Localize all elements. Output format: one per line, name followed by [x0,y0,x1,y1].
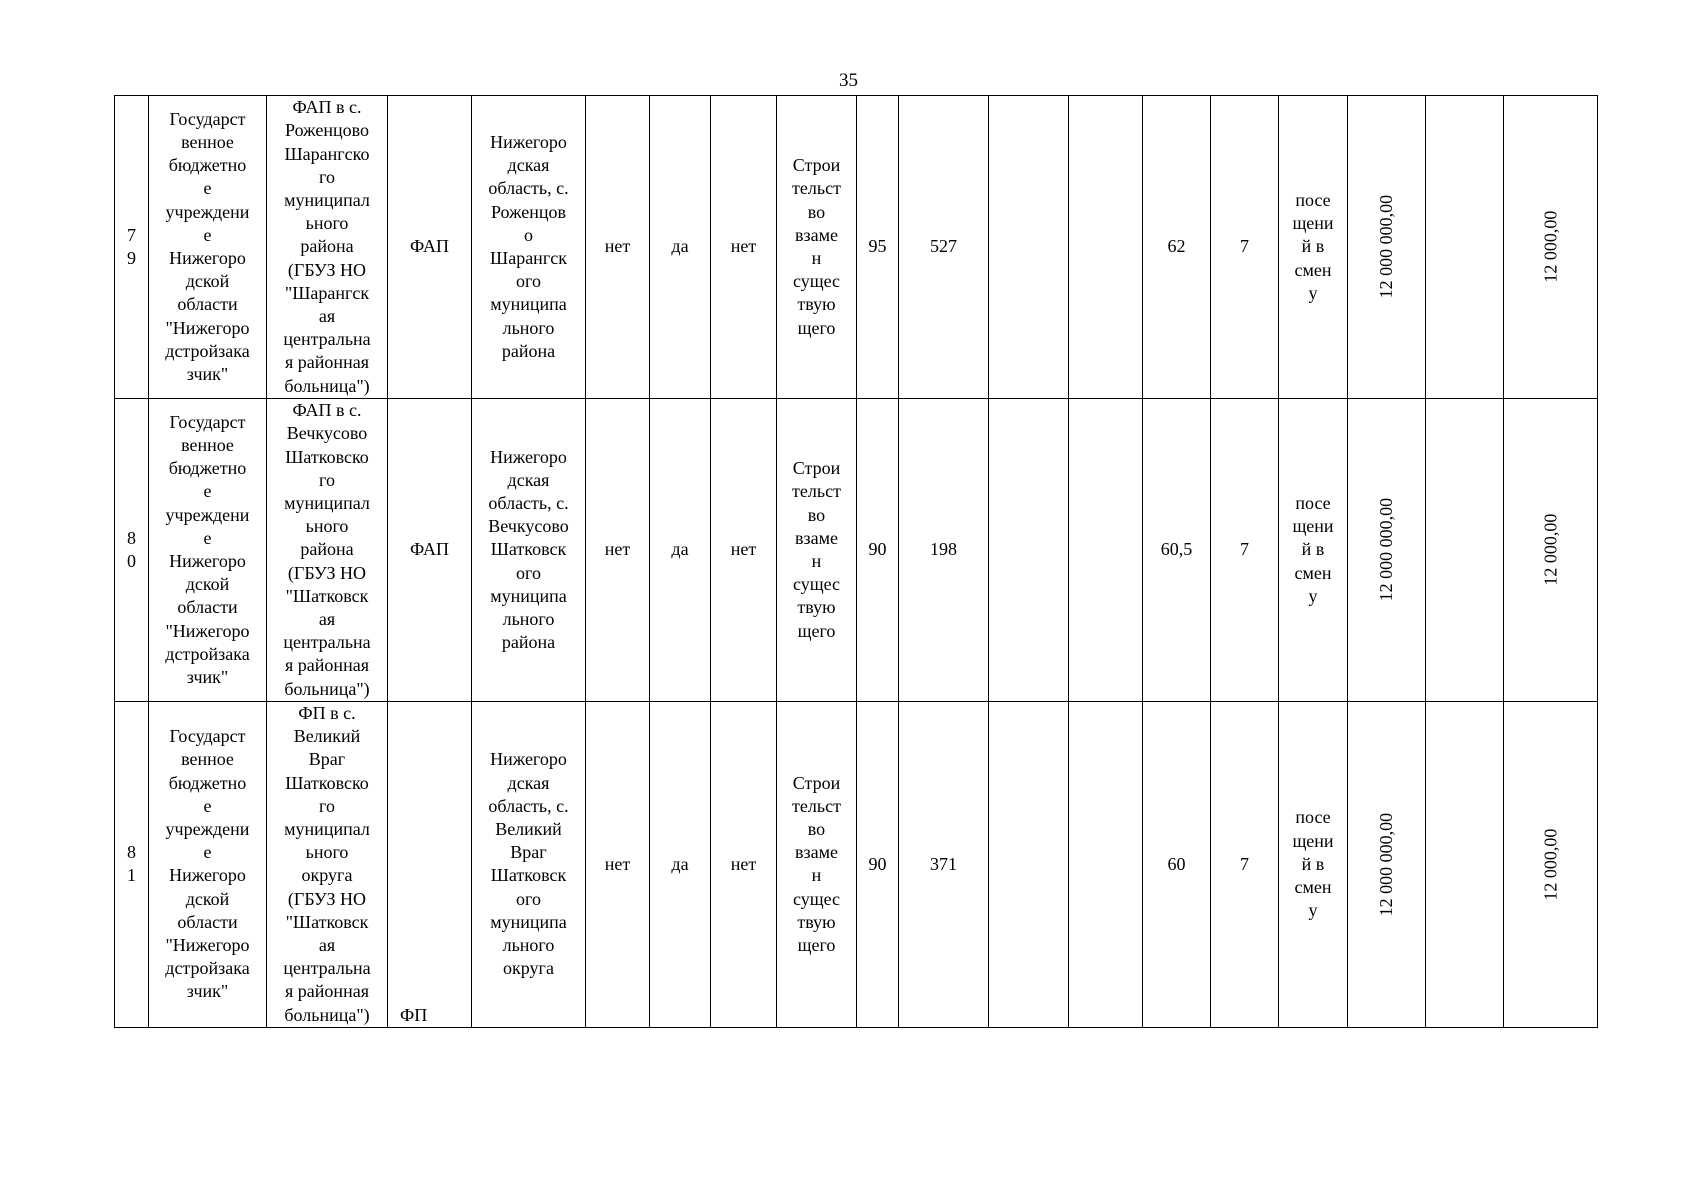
customer-cell [149,702,267,1028]
work-type-cell [777,702,857,1028]
unit-cell [1279,702,1348,1028]
amount2-text: 12 000,00 [1539,513,1560,586]
address-cell [472,399,586,702]
customer-text: Государст венное бюджетно е учреждени е Нижегоро дской области "Нижегоро дстройзака зчик" [165,411,250,688]
value-text: 7 [1240,539,1249,560]
address-cell [472,96,586,399]
object-type-text: ФАП [409,236,450,257]
amount2-text: 12 000,00 [1539,828,1560,901]
row-number: 8 0 [127,527,136,571]
object-name-text: ФАП в с. Роженцово Шарангско го муниципал ьного района (ГБУЗ НО "Шарангск ая центральна я районная больница") [283,97,371,396]
work-type-text: Строи тельст во взаме н сущес твую щего [792,458,841,641]
object-type-cell [388,96,472,399]
amount2-cell [1504,399,1598,702]
object-type-text: ФП [400,1004,428,1025]
empty-cell [1426,96,1504,399]
row-number [115,399,149,702]
value-cell [1211,702,1279,1028]
registry-table [114,95,1598,1028]
empty-cell [1426,702,1504,1028]
value-cell [857,702,899,1028]
object-type-cell [388,702,472,1028]
flag-text: нет [730,539,757,560]
unit-cell [1279,399,1348,702]
amount-cell [1348,399,1426,702]
value-cell [1143,399,1211,702]
value-cell [1143,96,1211,399]
flag-text: нет [604,853,631,874]
value-text: 62 [1167,236,1186,257]
flag-cell [711,702,777,1028]
customer-cell [149,96,267,399]
flag-cell [586,702,650,1028]
address-cell [472,702,586,1028]
object-name-text: ФП в с. Великий Враг Шатковско го муниципал ьного округа (ГБУЗ НО "Шатковск ая центральна я районная больница") [283,703,371,1025]
value-text: 198 [930,539,957,560]
flag-text: да [671,853,689,874]
flag-text: нет [730,853,757,874]
customer-text: Государст венное бюджетно е учреждени е Нижегоро дской области "Нижегоро дстройзака зчик" [165,108,250,385]
address-text: Нижегоро дская область, с. Великий Враг Шатковск ого муниципа льного округа [488,749,569,979]
table-row [115,96,1598,399]
value-cell [1211,399,1279,702]
value-text: 7 [1240,236,1249,257]
work-type-text: Строи тельст во взаме н сущес твую щего [792,155,841,338]
unit-text: посе щени й в смен у [1292,492,1334,606]
object-name-cell [267,702,388,1028]
value-text: 90 [868,853,887,874]
address-text: Нижегоро дская область, с. Роженцов о Шарангск ого муниципа льного района [488,131,569,361]
amount-cell [1348,702,1426,1028]
amount-text: 12 000 000,00 [1375,812,1396,917]
work-type-text: Строи тельст во взаме н сущес твую щего [792,772,841,956]
flag-text: нет [730,236,757,257]
object-name-cell [267,96,388,399]
address-text: Нижегоро дская область, с. Вечкусово Шатковск ого муниципа льного района [488,446,569,653]
value-cell [899,702,989,1028]
unit-cell [1279,96,1348,399]
empty-cell [1069,702,1143,1028]
empty-cell [1426,399,1504,702]
customer-text: Государст венное бюджетно е учреждени е Нижегоро дской области "Нижегоро дстройзака зчик" [165,726,250,1002]
flag-cell [711,96,777,399]
value-text: 60,5 [1160,539,1193,560]
empty-cell [1069,96,1143,399]
table-row [115,399,1598,702]
table-row [115,702,1598,1028]
flag-text: нет [604,236,631,257]
page-number: 35 [839,70,858,91]
unit-text: посе щени й в смен у [1292,807,1334,921]
object-name-text: ФАП в с. Вечкусово Шатковско го муниципал ьного района (ГБУЗ НО "Шатковск ая центральна я районная больница") [283,400,371,699]
value-text: 7 [1240,853,1249,874]
amount2-text: 12 000,00 [1539,210,1560,283]
empty-cell [989,96,1069,399]
work-type-cell [777,399,857,702]
object-type-text: ФАП [409,539,450,560]
value-cell [899,399,989,702]
value-text: 95 [868,236,887,257]
value-text: 90 [868,539,887,560]
amount-text: 12 000 000,00 [1375,498,1396,602]
empty-cell [989,702,1069,1028]
amount-cell [1348,96,1426,399]
flag-cell [586,399,650,702]
value-cell [857,399,899,702]
value-cell [857,96,899,399]
amount2-cell [1504,702,1598,1028]
flag-text: нет [604,539,631,560]
flag-text: да [671,539,689,560]
row-number: 8 1 [127,842,136,886]
object-type-cell [388,399,472,702]
value-cell [1211,96,1279,399]
flag-cell [586,96,650,399]
row-number [115,96,149,399]
value-cell [1143,702,1211,1028]
value-text: 60 [1167,853,1186,874]
flag-cell [711,399,777,702]
row-number: 7 9 [127,224,136,268]
amount2-cell [1504,96,1598,399]
value-text: 371 [930,853,957,874]
empty-cell [989,399,1069,702]
empty-cell [1069,399,1143,702]
unit-text: посе щени й в смен у [1292,189,1334,303]
customer-cell [149,399,267,702]
flag-cell [650,702,711,1028]
flag-cell [650,399,711,702]
value-cell [899,96,989,399]
flag-cell [650,96,711,399]
object-name-cell [267,399,388,702]
row-number [115,702,149,1028]
amount-text: 12 000 000,00 [1375,195,1396,299]
value-text: 527 [930,236,957,257]
flag-text: да [671,236,689,257]
work-type-cell [777,96,857,399]
